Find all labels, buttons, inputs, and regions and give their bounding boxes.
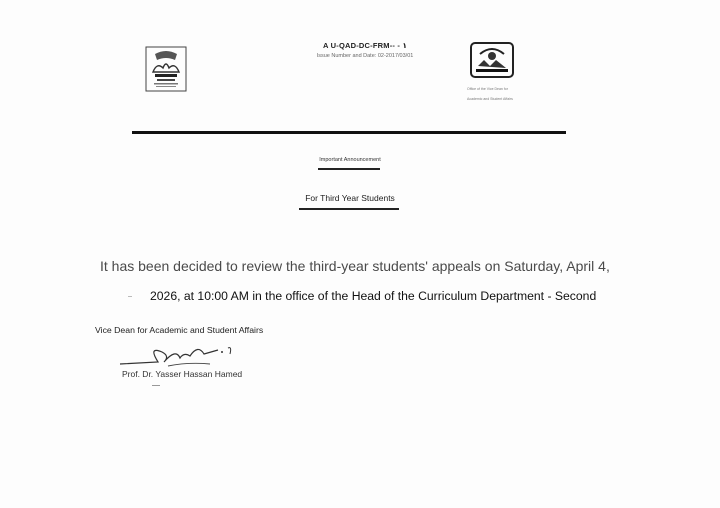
- form-code: A U-QAD-DC-FRM-- - ١: [323, 41, 407, 50]
- issue-number-date: Issue Number and Date: 02-2017/03/01: [316, 53, 414, 59]
- audience-underline: [299, 208, 399, 210]
- small-dash: [152, 385, 160, 386]
- office-title-line1: Office of the Vice Dean for: [467, 87, 508, 91]
- audience-label: For Third Year Students: [305, 193, 395, 203]
- signer-name: Prof. Dr. Yasser Hassan Hamed: [122, 369, 243, 379]
- header-divider: [132, 131, 566, 134]
- faculty-emblem-icon: [470, 42, 514, 78]
- signer-title: Vice Dean for Academic and Student Affairs: [95, 325, 264, 335]
- announcement-heading: Important Announcement: [319, 157, 381, 163]
- notice-body-line2: 2026, at 10:00 AM in the office of the Head of the Curriculum Department - Second: [150, 289, 597, 303]
- notice-body-line1: It has been decided to review the third-year students' appeals on Saturday, April 4,: [100, 258, 610, 274]
- office-title-line2: Academic and Student Affairs: [467, 97, 513, 101]
- margin-mark: [128, 296, 132, 297]
- university-emblem-icon: [145, 46, 187, 92]
- announcement-underline: [318, 168, 380, 170]
- handwritten-signature: [118, 340, 248, 370]
